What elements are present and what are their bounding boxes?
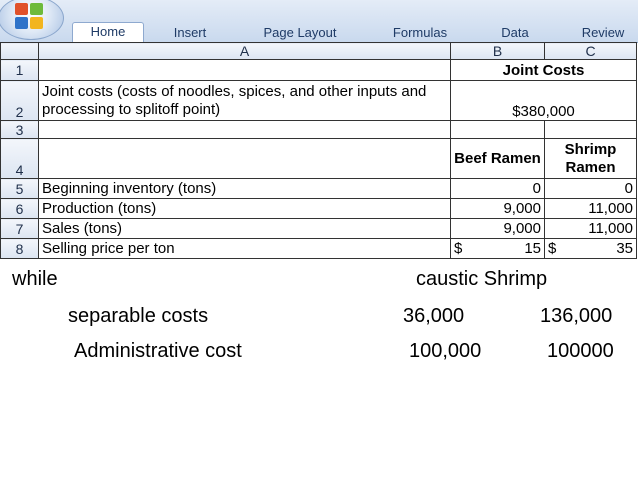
cell-a5-label[interactable]: Beginning inventory (tons)	[39, 179, 451, 199]
row-header-5[interactable]: 5	[1, 179, 39, 199]
column-header-b[interactable]: B	[451, 43, 545, 60]
tab-insert[interactable]: Insert	[173, 25, 207, 40]
row-header-1[interactable]: 1	[1, 60, 39, 81]
cell-b2-joint-costs-value[interactable]: $380,000	[451, 81, 637, 121]
column-header-a[interactable]: A	[39, 43, 451, 60]
tab-formulas[interactable]: Formulas	[392, 25, 448, 40]
currency-symbol: $	[454, 240, 463, 257]
office-logo-icon	[15, 3, 45, 31]
office-button[interactable]	[0, 0, 64, 40]
tab-page-layout[interactable]: Page Layout	[263, 25, 337, 40]
note-administrative-cost-label: Administrative cost	[74, 340, 242, 362]
row-header-6[interactable]: 6	[1, 199, 39, 219]
cell-a1[interactable]	[39, 60, 451, 81]
cell-a2-joint-costs-label[interactable]: Joint costs (costs of noodles, spices, and other inputs and processing to splitoff point)	[39, 81, 451, 121]
cell-c6-value[interactable]: 11,000	[545, 199, 637, 219]
column-header-c[interactable]: C	[545, 43, 637, 60]
tab-home[interactable]: Home	[72, 22, 144, 44]
ribbon-tab-bar	[0, 0, 638, 43]
row-header-2[interactable]: 2	[1, 81, 39, 121]
cell-b5-value[interactable]: 0	[451, 179, 545, 199]
cell-b6-value[interactable]: 9,000	[451, 199, 545, 219]
cell-a4[interactable]	[39, 139, 451, 179]
cell-c8-value[interactable]	[545, 239, 637, 259]
cell-b8-amount: 15	[524, 240, 541, 257]
currency-symbol: $	[548, 240, 557, 257]
note-separable-costs-label: separable costs	[68, 305, 209, 327]
tab-data[interactable]: Data	[501, 25, 529, 40]
cell-c3[interactable]	[545, 121, 637, 139]
cell-a7-label[interactable]: Sales (tons)	[39, 219, 451, 239]
note-separable-costs-c: 136,000	[540, 305, 613, 327]
cell-c5-value[interactable]: 0	[545, 179, 637, 199]
cell-b3[interactable]	[451, 121, 545, 139]
row-header-7[interactable]: 7	[1, 219, 39, 239]
cell-b7-value[interactable]: 9,000	[451, 219, 545, 239]
cell-a6-label[interactable]: Production (tons)	[39, 199, 451, 219]
cell-b4-beef-ramen[interactable]: Beef Ramen	[451, 139, 545, 179]
cell-b1-joint-costs-title[interactable]: Joint Costs	[451, 60, 637, 81]
cell-a8-label[interactable]: Selling price per ton	[39, 239, 451, 259]
row-header-8[interactable]: 8	[1, 239, 39, 259]
cell-c7-value[interactable]: 11,000	[545, 219, 637, 239]
cell-b8-value[interactable]	[451, 239, 545, 259]
cell-a3[interactable]	[39, 121, 451, 139]
note-while: while	[12, 268, 58, 290]
note-administrative-cost-b: 100,000	[409, 340, 482, 362]
row-header-4[interactable]: 4	[1, 139, 39, 179]
spreadsheet-grid	[0, 42, 637, 259]
note-administrative-cost-c: 100000	[547, 340, 614, 362]
note-separable-costs-b: 36,000	[403, 305, 465, 327]
tab-review[interactable]: Review	[581, 25, 625, 40]
select-all-corner[interactable]	[1, 43, 39, 60]
row-header-3[interactable]: 3	[1, 121, 39, 139]
note-caustic-shrimp: caustic Shrimp	[416, 268, 548, 290]
cell-c8-amount: 35	[616, 240, 633, 257]
cell-c4-shrimp-ramen[interactable]: Shrimp Ramen	[545, 139, 637, 179]
